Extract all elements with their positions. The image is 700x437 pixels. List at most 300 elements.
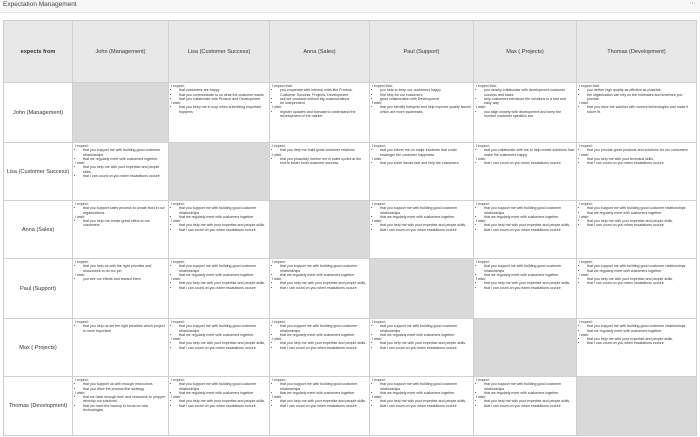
wish-label: I wish: xyxy=(272,105,283,110)
cell-note xyxy=(73,319,168,334)
expect-label: I expect: xyxy=(476,144,490,148)
expectation-cell[interactable] xyxy=(73,259,169,319)
list-item: • that customers are happy xyxy=(179,88,267,92)
column-header-label: Anna (Sales) xyxy=(303,48,336,55)
list-item: • you closely collaborate with development customer success and sales xyxy=(484,88,574,97)
list-item: • you see our efforts and reward them xyxy=(83,277,166,281)
wish-list xyxy=(476,281,574,290)
board-title[interactable]: Expectation Management xyxy=(3,1,77,8)
list-item: • that we regularly meet with customers together xyxy=(484,273,574,277)
cell-note xyxy=(577,83,696,115)
expectation-cell[interactable] xyxy=(270,377,370,436)
column-header-label: Paul (Support) xyxy=(403,48,440,55)
wish-label: I wish: xyxy=(372,337,383,342)
list-item: • that you help me with your expertise and people skills, xyxy=(484,223,574,227)
expect-list xyxy=(579,324,694,333)
list-item: • that you inform me on major incidents that could endanger the customer happiness xyxy=(380,148,471,157)
list-item: • that you help me with your technical skills, xyxy=(587,157,694,161)
expect-label: I expect: xyxy=(171,378,185,382)
expect-list xyxy=(171,206,267,219)
wish-label: I wish: xyxy=(579,272,590,277)
self-cell[interactable] xyxy=(577,377,697,436)
list-item: • that you support me with building good customer relationships xyxy=(179,382,267,391)
wish-list xyxy=(372,341,471,350)
wish-label: I wish: xyxy=(75,272,86,277)
wish-label: I wish: xyxy=(272,337,283,342)
expectation-cell[interactable] xyxy=(169,201,270,259)
list-item: • that you help me with your expertise and people skills, xyxy=(280,281,367,285)
list-item: • that I can count on you when escalations occure xyxy=(380,404,471,408)
list-item: • that you drive the solution with current technologies and make it future fit. xyxy=(587,105,694,114)
cell-note xyxy=(169,319,269,351)
expect-list xyxy=(372,206,471,219)
wish-list xyxy=(75,277,166,281)
expectation-cell[interactable] xyxy=(370,83,474,143)
column-header-label: Lisa (Customer Success) xyxy=(187,48,251,55)
list-item: • that we regularly meet with customers together xyxy=(484,391,574,395)
expect-label: I expect: xyxy=(75,260,89,264)
list-item: • that you help me with your expertise and people skills, xyxy=(179,223,267,227)
expect-label: I expect: xyxy=(171,202,185,206)
wish-label: I wish: xyxy=(579,101,590,106)
list-item: • that I can count on you when escalations occure xyxy=(179,346,267,350)
expect-label: I expect: xyxy=(272,378,286,382)
expect-label: I expect: xyxy=(372,202,386,206)
wish-list xyxy=(579,157,694,166)
expectation-cell[interactable] xyxy=(370,377,474,436)
cell-note xyxy=(270,143,369,166)
list-item: • that you help me with your expertise and people skills, xyxy=(587,219,694,223)
expectation-cell[interactable] xyxy=(370,201,474,259)
cell-note xyxy=(73,143,168,179)
row-header-label: Paul (Support) xyxy=(19,285,57,292)
list-item: • that you help me with your expertise and people skills, xyxy=(587,277,694,281)
expect-label: I expect: xyxy=(476,260,490,264)
wish-list xyxy=(272,157,367,166)
list-item: • that you communicate to us what the customer wants xyxy=(179,93,267,97)
wish-label: I wish: xyxy=(372,219,383,224)
table-row xyxy=(4,259,697,319)
more-dots-icon[interactable]: ⋯ xyxy=(689,1,696,7)
wish-list xyxy=(579,337,694,346)
expectation-cell[interactable] xyxy=(270,83,370,143)
wish-list xyxy=(476,223,574,232)
expectation-cell[interactable] xyxy=(474,143,577,201)
expect-label: I expect: xyxy=(579,320,593,324)
expectation-cell[interactable] xyxy=(474,259,577,319)
row-header-label: John (Management) xyxy=(12,109,64,116)
wish-list xyxy=(272,399,367,408)
expect-label: I expect: xyxy=(476,378,490,382)
expectation-cell[interactable] xyxy=(270,259,370,319)
expect-list xyxy=(171,382,267,395)
cell-note xyxy=(370,377,473,409)
wish-label: I wish: xyxy=(75,390,86,395)
list-item: • that you support me with building good customer relationships xyxy=(587,324,694,328)
expect-list xyxy=(75,264,166,273)
table-row xyxy=(4,201,697,259)
expect-list xyxy=(75,324,166,333)
wish-label: I wish: xyxy=(272,152,283,157)
column-header xyxy=(73,21,169,83)
list-item: • good collaboration with Development xyxy=(380,97,471,101)
corner-label: expects from xyxy=(20,48,56,55)
cell-note xyxy=(169,259,269,291)
wish-list xyxy=(75,219,166,228)
table-row xyxy=(4,377,697,436)
row-header xyxy=(4,143,73,201)
list-item: • that you support me with building good customer relationships xyxy=(179,206,267,215)
expectation-cell[interactable] xyxy=(73,201,169,259)
self-cell[interactable] xyxy=(370,259,474,319)
column-header xyxy=(169,21,270,83)
list-item: • that you support me with building good customer relationships xyxy=(484,206,574,215)
expect-label: I expect: xyxy=(476,202,490,206)
row-header-label: Max ( Projects) xyxy=(19,344,57,351)
cell-note xyxy=(169,201,269,233)
wish-list xyxy=(272,110,367,119)
list-item: • that I can count on you when escalations occure xyxy=(179,404,267,408)
list-item: • that you drive the product first strategy xyxy=(83,387,166,391)
expect-label: I expect: xyxy=(75,144,89,148)
expect-label: I expect that: xyxy=(272,84,293,88)
list-item: • that we regularly meet with customers together xyxy=(280,273,367,277)
list-item: • that I can count on you when escalations occure xyxy=(179,286,267,290)
self-cell[interactable] xyxy=(474,319,577,377)
list-item: • that we regularly meet with customers together xyxy=(179,273,267,277)
list-item: • that I can count on you when escalations occure xyxy=(484,161,574,165)
expect-label: I expect: xyxy=(372,378,386,382)
expect-label: I expect: xyxy=(579,144,593,148)
expect-list xyxy=(272,324,367,337)
cell-note xyxy=(370,201,473,233)
expectation-cell[interactable] xyxy=(577,143,697,201)
expectation-cell[interactable] xyxy=(577,319,697,377)
expect-label: I expect: xyxy=(579,260,593,264)
list-item: • you align closely with development and keep the number customer specifics low xyxy=(484,110,574,119)
wish-label: I wish: xyxy=(476,105,487,110)
wish-label: I wish: xyxy=(579,332,590,337)
wish-label: I wish: xyxy=(372,156,383,161)
expectation-cell[interactable] xyxy=(73,143,169,201)
title-bar xyxy=(0,0,700,13)
wish-list xyxy=(171,399,267,408)
expect-label: I expect that: xyxy=(579,84,600,88)
cell-note xyxy=(474,377,576,409)
expect-label: I expect: xyxy=(75,202,89,206)
list-item: • that you proactivly involve me in sales cycles at the end to foster build customer success xyxy=(280,157,367,166)
expect-list xyxy=(171,324,267,337)
cell-note xyxy=(270,83,369,119)
table-row xyxy=(4,83,697,143)
list-item: • be independent xyxy=(280,101,367,105)
expect-list xyxy=(372,382,471,395)
self-cell[interactable] xyxy=(169,143,270,201)
expect-label: I expect: xyxy=(272,260,286,264)
wish-list xyxy=(476,110,574,119)
list-item: • that I can count on you when escalations occure xyxy=(83,174,166,178)
list-item: • the organization can rely on the estimates and timelines you provide. xyxy=(587,93,694,102)
list-item: • that you help me with your expertise and people skills, xyxy=(380,341,471,345)
expectation-cell[interactable] xyxy=(370,143,474,201)
list-item: • that you support me with building good customer relationships xyxy=(179,324,267,333)
cell-note xyxy=(270,319,369,351)
list-item: • that I can count on you when escalations occure xyxy=(587,341,694,345)
list-item: • that I can count on you when escalations occure xyxy=(280,346,367,350)
expect-list xyxy=(372,324,471,337)
expect-label: I expect that: xyxy=(476,84,497,88)
wish-label: I wish: xyxy=(476,219,487,224)
list-item: • that you support me with building good customer relationships xyxy=(484,264,574,273)
self-cell[interactable] xyxy=(73,83,169,143)
expectation-cell[interactable] xyxy=(474,201,577,259)
column-header xyxy=(370,21,474,83)
list-item: • that you help me with your expertise and people skills, xyxy=(380,399,471,403)
wish-label: I wish: xyxy=(272,395,283,400)
column-header-label: Thomas (Development) xyxy=(607,48,666,55)
list-item: • that you support me with building good customer relationships xyxy=(380,206,471,215)
expectation-cell[interactable] xyxy=(169,259,270,319)
list-item: • that you support me with building good customer relationships xyxy=(280,324,367,333)
cell-note xyxy=(169,83,269,115)
expectation-cell[interactable] xyxy=(577,259,697,319)
column-header-label: Max ( Projects) xyxy=(506,48,544,55)
list-item: • you cooperate with internal roles like Product, Customer Success, Projects, Development xyxy=(280,88,367,97)
wish-list xyxy=(476,161,574,165)
row-header xyxy=(4,377,73,436)
expect-list xyxy=(75,148,166,161)
expect-list xyxy=(272,382,367,395)
cell-note xyxy=(474,83,576,119)
expect-label: I expect: xyxy=(75,320,89,324)
list-item: • that we have the backup to focus on new technologies xyxy=(83,404,166,413)
list-item: • that you support me with building good customer relationships xyxy=(179,264,267,273)
list-item: • that you help me with your expertise and people skills, xyxy=(587,337,694,341)
list-item: • that you support me with building good customer relationships xyxy=(380,324,471,333)
cell-note xyxy=(73,259,168,282)
expect-list xyxy=(272,264,367,277)
list-item: • that I can count on you when escalations occure xyxy=(587,223,694,227)
cell-note xyxy=(370,83,473,115)
expectation-cell[interactable] xyxy=(577,83,697,143)
expect-list xyxy=(75,206,166,215)
wish-list xyxy=(372,223,471,232)
wish-list xyxy=(171,341,267,350)
list-item: • help customers introduce the solutions in a fast and easy way xyxy=(484,97,574,106)
expectation-cell[interactable] xyxy=(270,319,370,377)
expect-label: I expect: xyxy=(579,202,593,206)
wish-label: I wish: xyxy=(171,219,182,224)
expectation-cell[interactable] xyxy=(577,201,697,259)
cell-note xyxy=(474,201,576,233)
row-header-label: Anna (Sales) xyxy=(21,226,55,233)
list-item: • that you support me with building good customer relationships xyxy=(280,264,367,273)
expectation-cell[interactable] xyxy=(370,319,474,377)
list-item: • that you help me with your expertise and people skills, xyxy=(280,341,367,345)
expect-list xyxy=(579,206,694,215)
expectation-cell[interactable] xyxy=(474,83,577,143)
list-item: • that we regularly meet with customers together xyxy=(587,329,694,333)
list-item: • you help to keep our customers happy xyxy=(380,88,471,92)
list-item: • that I can count on you when escalations occure xyxy=(380,228,471,232)
list-item: • that I can count on you when escalations occure xyxy=(280,286,367,290)
list-item: • that you help me with your expertise and people skills, xyxy=(280,399,367,403)
wish-list xyxy=(171,105,267,114)
list-item: • that I can count on you when escalations occure xyxy=(587,161,694,165)
wish-list xyxy=(75,165,166,178)
expect-label: I expect: xyxy=(75,378,89,382)
list-item: • that we regularly meet with customers together xyxy=(484,215,574,219)
wish-list xyxy=(75,395,166,412)
cell-note xyxy=(169,377,269,409)
list-item: • that we regularly meet with customers together xyxy=(179,333,267,337)
list-item: • that you support me with building good customer relationships xyxy=(587,264,694,268)
list-item: • that you help us with the right priorities and ressources to do our job xyxy=(83,264,166,273)
cell-note xyxy=(370,143,473,166)
expect-list xyxy=(476,382,574,395)
list-item: • that you collaborate with Product and Development xyxy=(179,97,267,101)
list-item: • that I can count on you when escalations occure xyxy=(484,228,574,232)
expectation-cell[interactable] xyxy=(169,83,270,143)
list-item: • you deliver high quality as efficient as possible. xyxy=(587,88,694,92)
list-item: • that you help us set the right priorities which project is more important xyxy=(83,324,166,333)
column-header xyxy=(270,21,370,83)
cell-note xyxy=(474,143,576,166)
wish-label: I wish: xyxy=(476,395,487,400)
list-item: • that we regularly meet with customers together xyxy=(380,333,471,337)
list-item: • that I can count on you when escalations occure xyxy=(179,228,267,232)
row-header xyxy=(4,259,73,319)
expect-list xyxy=(579,148,694,152)
expectation-cell[interactable] xyxy=(474,377,577,436)
wish-label: I wish: xyxy=(171,277,182,282)
expect-list xyxy=(476,148,574,157)
expect-label: I expect: xyxy=(171,84,185,88)
list-item: • that you keep me in loop when submitting important happens xyxy=(179,105,267,114)
expect-list xyxy=(476,88,574,105)
list-item: • register updates and forecast to understand the development of the market xyxy=(280,110,367,119)
wish-list xyxy=(171,223,267,232)
expect-list xyxy=(75,382,166,391)
list-item: • that you help me with your expertise and people skills, xyxy=(83,165,166,174)
expectation-cell[interactable] xyxy=(73,377,169,436)
column-header xyxy=(577,21,697,83)
list-item: • that you help me build great customer relations xyxy=(280,148,367,152)
expect-list xyxy=(272,148,367,152)
wish-list xyxy=(579,277,694,286)
list-item: • that you support me with building good customer relationships xyxy=(83,148,166,157)
cell-note xyxy=(577,319,696,347)
wish-list xyxy=(171,281,267,290)
list-item: • sell our products without big customizations xyxy=(280,97,367,101)
list-item: • that you support us with enough ressources xyxy=(83,382,166,386)
wish-list xyxy=(372,399,471,408)
list-item: • that you support me with building good customer relationships xyxy=(587,206,694,210)
row-header-label: Thomas (Development) xyxy=(8,403,68,409)
list-item: • that we regularly meet with customers together xyxy=(380,215,471,219)
cell-note xyxy=(474,259,576,291)
wish-list xyxy=(272,341,367,350)
wish-list xyxy=(372,161,471,165)
list-item: • that I can count on you when escalations occure xyxy=(280,404,367,408)
wish-label: I wish: xyxy=(476,277,487,282)
row-header xyxy=(4,83,73,143)
list-item: • that I can count on you when escalations occure xyxy=(587,281,694,285)
wish-label: I wish: xyxy=(372,395,383,400)
expectation-cell[interactable] xyxy=(73,319,169,377)
expectation-cell[interactable] xyxy=(169,319,270,377)
list-item: • that you identify hotspots and help improve quality issues which are more systematic. xyxy=(380,105,471,114)
expect-label: I expect: xyxy=(272,320,286,324)
list-item: • find help for our customers xyxy=(380,93,471,97)
list-item: • that you support sales process to create trust in our organizations xyxy=(83,206,166,215)
list-item: • that you support me with building good customer relationships xyxy=(484,382,574,391)
table-row xyxy=(4,319,697,377)
expect-label: I expect: xyxy=(272,144,286,148)
wish-label: I wish: xyxy=(171,101,182,106)
list-item: • that you help me with your expertise and people skills, xyxy=(484,281,574,285)
list-item: • that you provide great products and solutions for our customers xyxy=(587,148,694,152)
wish-list xyxy=(372,105,471,114)
list-item: • that you help me with your expertise and people skills, xyxy=(179,399,267,403)
wish-list xyxy=(272,281,367,290)
expect-list xyxy=(272,88,367,105)
row-header xyxy=(4,201,73,259)
expectation-matrix xyxy=(3,20,697,436)
expect-list xyxy=(579,88,694,101)
wish-label: I wish: xyxy=(75,161,86,166)
row-header-label: Lisa (Customer Success) xyxy=(6,168,70,175)
list-item: • that we regularly meet with customers together xyxy=(179,391,267,395)
list-item: • that you help me with your expertise and people skills, xyxy=(380,223,471,227)
expect-list xyxy=(579,264,694,273)
wish-label: I wish: xyxy=(579,152,590,157)
list-item: • that we regularly meet with customers together xyxy=(380,391,471,395)
expect-list xyxy=(372,88,471,101)
list-item: • that you support me with building good customer relationships xyxy=(380,382,471,391)
cell-note xyxy=(577,143,696,166)
expect-label: I expect that: xyxy=(372,84,393,88)
wish-label: I wish: xyxy=(75,214,86,219)
list-item: • that we regularly meet with customers together xyxy=(587,269,694,273)
expectation-cell[interactable] xyxy=(169,377,270,436)
expect-label: I expect: xyxy=(372,320,386,324)
expect-label: I expect: xyxy=(171,320,185,324)
column-header-label: John (Management) xyxy=(95,48,146,55)
wish-list xyxy=(476,399,574,408)
cell-note xyxy=(73,201,168,229)
list-item: • that we regularly meet with customers together xyxy=(83,157,166,161)
wish-label: I wish: xyxy=(372,101,383,106)
table-row xyxy=(4,143,697,201)
list-item: • that we regularly meet with customers together xyxy=(587,211,694,215)
list-item: • that you support me with building good customer relationships xyxy=(280,382,367,391)
list-item: • that I can count on you when escalations occure xyxy=(484,404,574,408)
column-header xyxy=(474,21,577,83)
list-item: • that we regularly meet with customers together xyxy=(280,333,367,337)
cell-note xyxy=(73,377,168,413)
list-item: • that you solve issues fast and help the customers xyxy=(380,161,471,165)
expect-list xyxy=(171,88,267,101)
wish-label: I wish: xyxy=(171,337,182,342)
self-cell[interactable] xyxy=(270,201,370,259)
expect-label: I expect: xyxy=(171,260,185,264)
cell-note xyxy=(270,377,369,409)
wish-list xyxy=(579,219,694,228)
expect-list xyxy=(372,148,471,157)
wish-label: I wish: xyxy=(171,395,182,400)
expectation-cell[interactable] xyxy=(270,143,370,201)
